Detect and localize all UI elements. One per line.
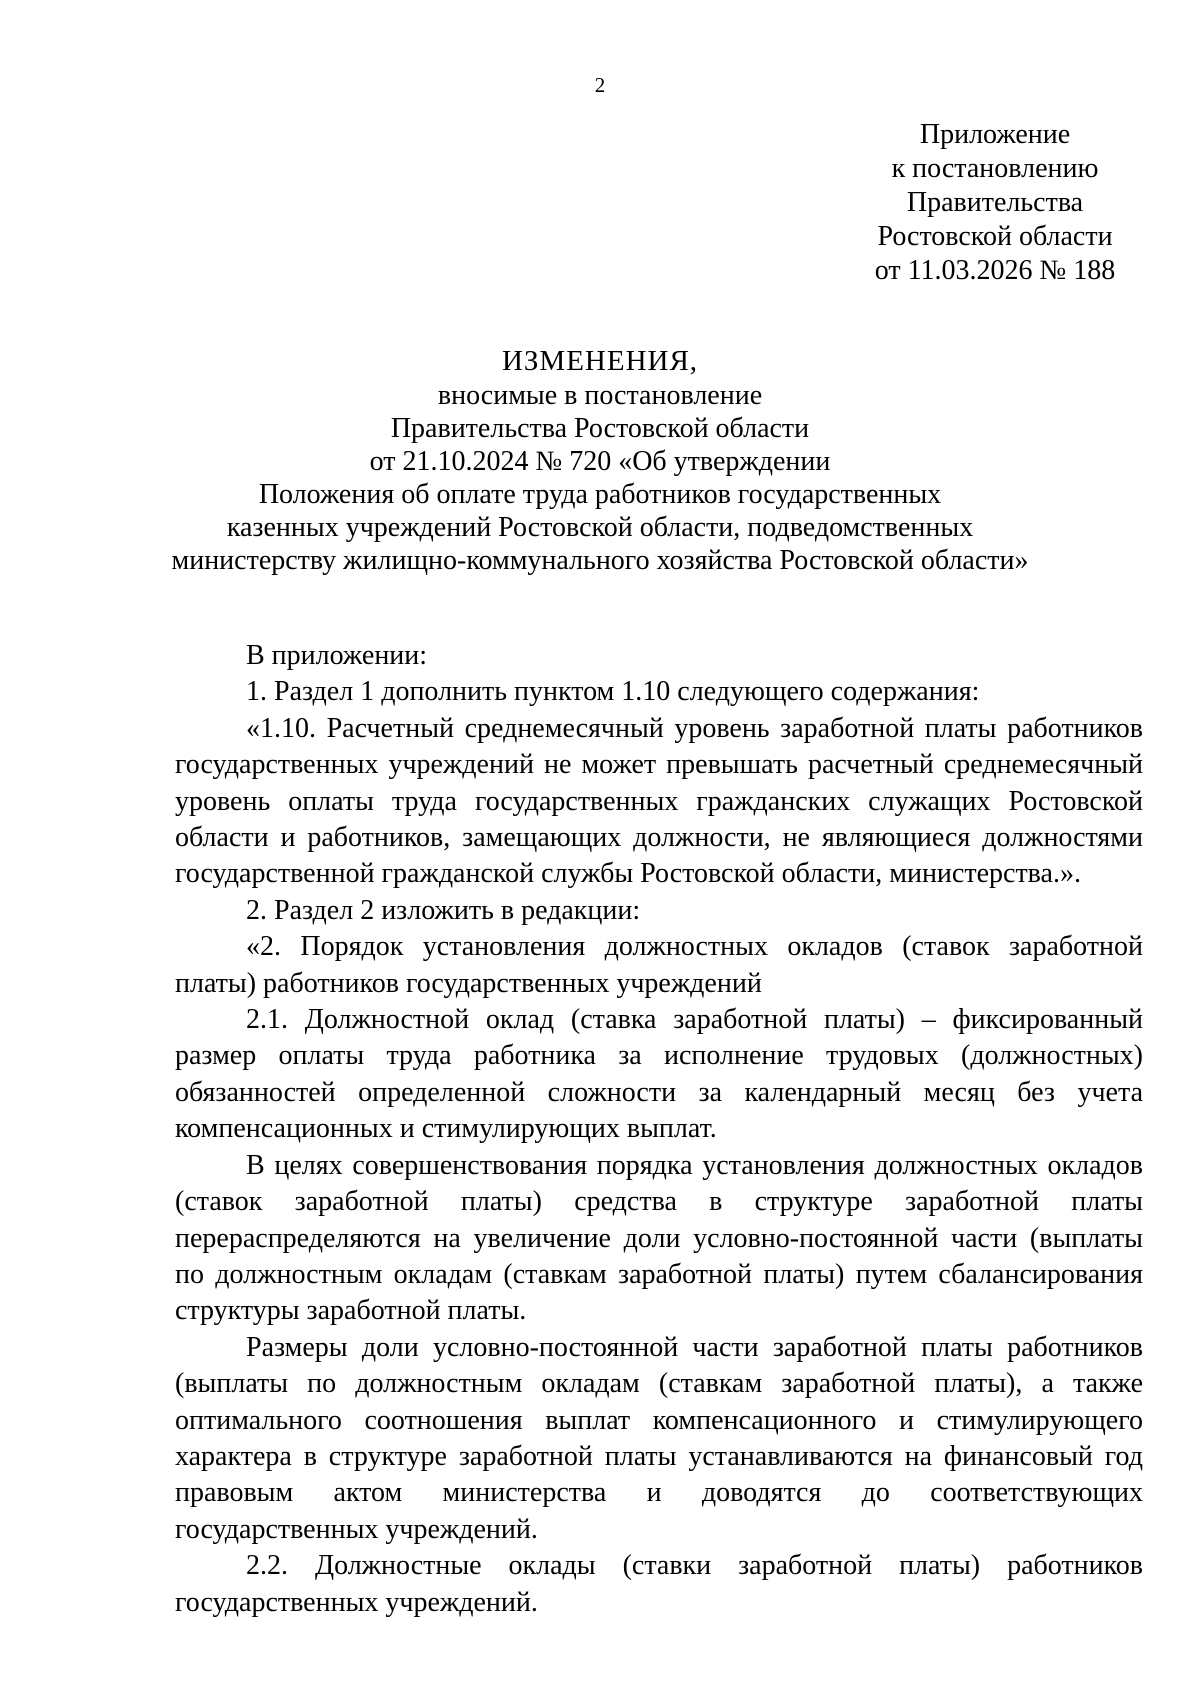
body-paragraph: 2.1. Должностной оклад (ставка заработной платы) – фиксированный размер оплаты труда работника за исполнение трудовых (должностных) обязанностей определенной сложности за календарный месяц без учета компенсационных и стимулирующих выплат.	[175, 1004, 1143, 1145]
title-line: Правительства Ростовской области	[390, 413, 810, 444]
title-heading: ИЗМЕНЕНИЯ,	[501, 345, 699, 377]
document-body	[175, 638, 1143, 1621]
document-title	[60, 343, 1140, 577]
body-paragraph: «1.10. Расчетный среднемесячный уровень заработной платы работников государственных учреждений не может превышать расчетный среднемесячный уровень оплаты труда государственных гражданских служащих Ростовской области и работников, замещающих должности, не являющиеся должностями государственной гражданской службы Ростовской области, министерства.».	[175, 712, 1143, 890]
appendix-line: Правительства	[906, 187, 1084, 218]
title-line: министерству жилищно-коммунального хозяйства Ростовской области»	[171, 545, 1029, 576]
appendix-line: к постановлению	[891, 153, 1099, 184]
appendix-header	[850, 118, 1140, 288]
title-line: вносимые в постановление	[437, 380, 763, 411]
appendix-line: от 11.03.2026 № 188	[874, 255, 1116, 286]
body-paragraph: Размеры доли условно-постоянной части заработной платы работников (выплаты по должностным окладам (ставкам заработной платы), а также оптимального соотношения выплат компенсационного и стимулирующего характера в структуре заработной платы устанавливаются на финансовый год правовым актом министерства и доводятся до соответствующих государственных учреждений.	[175, 1331, 1143, 1545]
body-paragraph: В приложении:	[246, 640, 428, 671]
body-paragraph: «2. Порядок установления должностных окладов (ставок заработной платы) работников государственных учреждений	[175, 931, 1143, 999]
appendix-line: Приложение	[919, 119, 1071, 150]
body-paragraph: 2. Раздел 2 изложить в редакции:	[246, 894, 641, 926]
title-line: казенных учреждений Ростовской области, подведомственных	[226, 512, 974, 543]
body-paragraph: В целях совершенствования порядка установления должностных окладов (ставок заработной платы) средства в структуре заработной платы перераспределяются на увеличение доли условно-постоянной части (выплаты по должностным окладам (ставкам заработной платы) путем сбалансирования структуры заработной платы.	[175, 1149, 1143, 1327]
body-paragraph: 1. Раздел 1 дополнить пунктом 1.10 следующего содержания:	[246, 676, 980, 708]
body-paragraph: 2.2. Должностные оклады (ставки заработной платы) работников государственных учреждений.	[175, 1550, 1143, 1618]
page-number: 2	[594, 73, 606, 97]
title-line: Положения об оплате труда работников государственных	[258, 479, 942, 510]
title-line: от 21.10.2024 № 720 «Об утверждении	[369, 446, 831, 477]
appendix-line: Ростовской области	[877, 221, 1113, 252]
